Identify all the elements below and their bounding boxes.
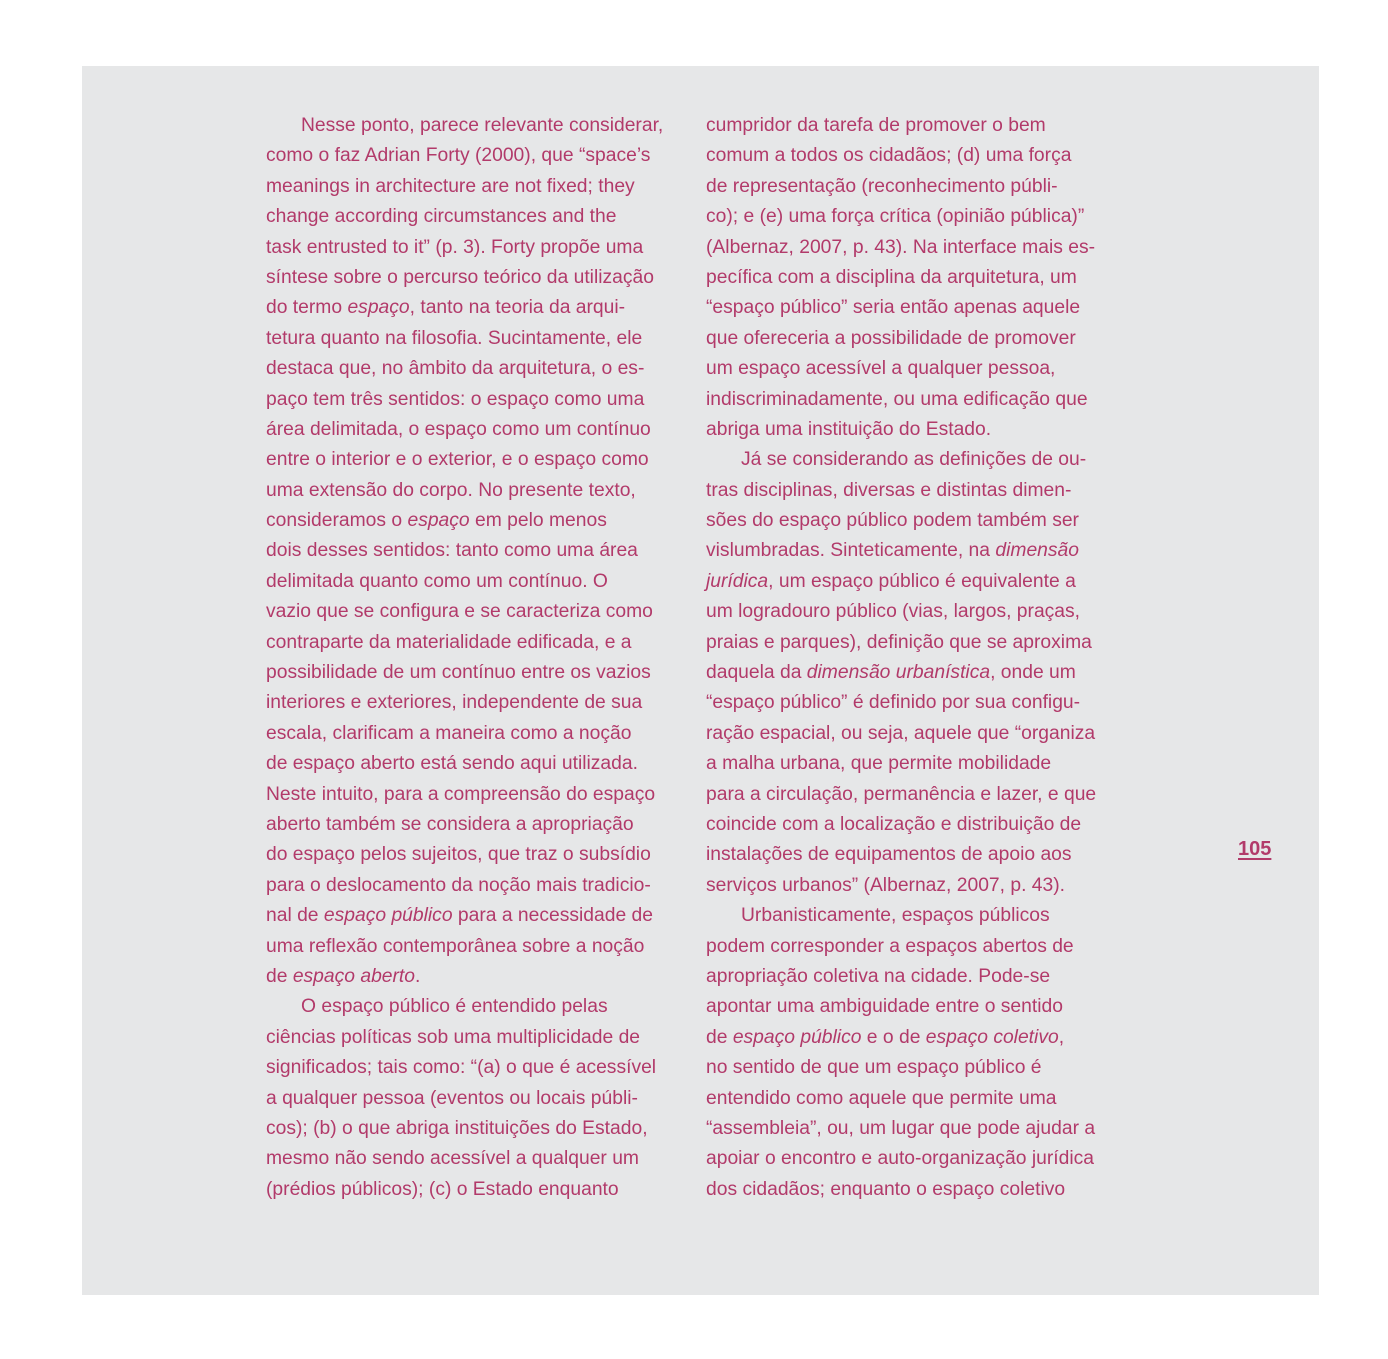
text-line: do termo espaço, tanto na teoria da arqui- — [266, 297, 626, 319]
text-line: a malha urbana, que permite mobilidade — [706, 753, 1052, 775]
text-line: “assembleia”, ou, um lugar que pode ajudar a — [706, 1117, 1096, 1139]
text-line: delimitada quanto como um contínuo. O — [266, 570, 608, 592]
text-line: tetura quanto na filosofia. Sucintamente, ele — [266, 327, 643, 349]
text-line: do espaço pelos sujeitos, que traz o subsídio — [266, 844, 651, 866]
text-line: pecífica com a disciplina da arquitetura, um — [706, 266, 1077, 288]
text-line: vazio que se configura e se caracteriza como — [266, 601, 653, 623]
text-line: interiores e exteriores, independente de sua — [266, 692, 643, 714]
text-line: serviços urbanos” (Albernaz, 2007, p. 43). — [706, 874, 1066, 896]
text-line: ciências políticas sob uma multiplicidade de — [266, 1026, 641, 1048]
text-line: no sentido de que um espaço público é — [706, 1057, 1042, 1079]
text-line: significados; tais como: “(a) o que é acessível — [266, 1057, 657, 1079]
text-line: “espaço público” é definido por sua configu- — [706, 692, 1081, 714]
text-line: (prédios públicos); (c) o Estado enquanto — [266, 1178, 619, 1200]
text-line: coincide com a localização e distribuição de — [706, 813, 1082, 835]
text-line: comum a todos os cidadãos; (d) uma força — [706, 145, 1072, 167]
text-line: entendido como aquele que permite uma — [706, 1087, 1057, 1109]
text-line: de representação (reconhecimento públi- — [706, 175, 1058, 197]
text-line: cumpridor da tarefa de promover o bem — [706, 115, 1046, 136]
text-line: tras disciplinas, diversas e distintas dimen- — [706, 479, 1072, 501]
text-line: para a circulação, permanência e lazer, e que — [706, 783, 1097, 805]
text-line: destaca que, no âmbito da arquitetura, o es- — [266, 358, 645, 380]
text-line: O espaço público é entendido pelas — [301, 996, 608, 1018]
text-line: síntese sobre o percurso teórico da utilização — [266, 266, 654, 288]
text-line: de espaço público e o de espaço coletivo, — [706, 1026, 1065, 1048]
text-line: cos); (b) o que abriga instituições do Estado, — [266, 1117, 648, 1139]
text-line: apropriação coletiva na cidade. Pode-se — [706, 965, 1051, 987]
text-line: escala, clarificam a maneira como a noção — [266, 722, 632, 744]
text-line: meanings in architecture are not fixed; they — [266, 175, 635, 197]
text-line: Já se considerando as definições de ou- — [741, 449, 1087, 471]
text-line: (Albernaz, 2007, p. 43). Na interface mais es- — [706, 236, 1096, 258]
text-line: como o faz Adrian Forty (2000), que “space’s — [266, 145, 651, 167]
text-line: ração espacial, ou seja, aquele que “organiza — [706, 722, 1096, 744]
text-line: que ofereceria a possibilidade de promover — [706, 327, 1076, 349]
text-line: aberto também se considera a apropriação — [266, 813, 634, 835]
text-line: dos cidadãos; enquanto o espaço coletivo — [706, 1178, 1066, 1200]
text-line: paço tem três sentidos: o espaço como uma — [266, 388, 645, 410]
text-line: nal de espaço público para a necessidade de — [266, 905, 654, 927]
text-line: task entrusted to it” (p. 3). Forty propõe uma — [266, 236, 644, 258]
text-line: change according circumstances and the — [266, 206, 617, 228]
italic-term: jurídica — [706, 570, 769, 592]
text-line: área delimitada, o espaço como um contínuo — [266, 418, 651, 440]
text-line: praias e parques), definição que se aproxima — [706, 631, 1092, 653]
text-line: para o deslocamento da noção mais tradicio- — [266, 874, 651, 896]
text-line: consideramos o espaço em pelo menos — [266, 510, 607, 532]
text-line: instalações de equipamentos de apoio aos — [706, 844, 1072, 866]
italic-term: espaço — [407, 510, 470, 532]
text-line: indiscriminadamente, ou uma edificação que — [706, 388, 1088, 410]
text-line: sões do espaço público podem também ser — [706, 510, 1079, 532]
text-line: co); e (e) uma força crítica (opinião pública)” — [706, 206, 1085, 228]
text-line: Neste intuito, para a compreensão do espaço — [266, 783, 656, 805]
text-line: jurídica, um espaço público é equivalente a — [706, 570, 1076, 592]
italic-term: espaço aberto — [292, 965, 416, 987]
text-line: “espaço público” seria então apenas aquele — [706, 297, 1081, 319]
text-line: daquela da dimensão urbanística, onde um — [706, 662, 1076, 684]
italic-term: dimensão urbanística — [806, 662, 991, 684]
text-line: podem corresponder a espaços abertos de — [706, 935, 1074, 957]
text-line: uma extensão do corpo. No presente texto, — [266, 479, 636, 501]
text-line: possibilidade de um contínuo entre os vazios — [266, 662, 651, 684]
italic-term: espaço — [347, 297, 410, 319]
text-line: um espaço acessível a qualquer pessoa, — [706, 358, 1056, 380]
text-line: entre o interior e o exterior, e o espaço como — [266, 449, 649, 471]
text-line: de espaço aberto está sendo aqui utilizada. — [266, 753, 638, 775]
text-line: contraparte da materialidade edificada, e a — [266, 631, 632, 653]
italic-term: dimensão — [995, 540, 1079, 562]
text-line: de espaço aberto. — [266, 965, 421, 987]
text-line: um logradouro público (vias, largos, praças, — [706, 601, 1081, 623]
text-line: uma reflexão contemporânea sobre a noção — [266, 935, 645, 957]
page-number: 105 — [1238, 838, 1272, 860]
text-line: abriga uma instituição do Estado. — [706, 418, 992, 440]
italic-term: espaço público — [323, 905, 453, 927]
italic-term: espaço público — [732, 1026, 862, 1048]
text-column-left — [266, 111, 690, 1205]
text-line: dois desses sentidos: tanto como uma área — [266, 540, 638, 562]
text-line: a qualquer pessoa (eventos ou locais públi- — [266, 1087, 638, 1109]
text-column-right — [706, 111, 1130, 1205]
text-line: mesmo não sendo acessível a qualquer um — [266, 1148, 639, 1170]
text-line: Nesse ponto, parece relevante considerar, — [301, 115, 664, 136]
text-line: vislumbradas. Sinteticamente, na dimensão — [706, 540, 1079, 562]
text-line: Urbanisticamente, espaços públicos — [741, 905, 1050, 927]
text-line: apoiar o encontro e auto-organização jurídica — [706, 1148, 1095, 1170]
italic-term: espaço coletivo — [925, 1026, 1059, 1048]
text-line: apontar uma ambiguidade entre o sentido — [706, 996, 1063, 1018]
